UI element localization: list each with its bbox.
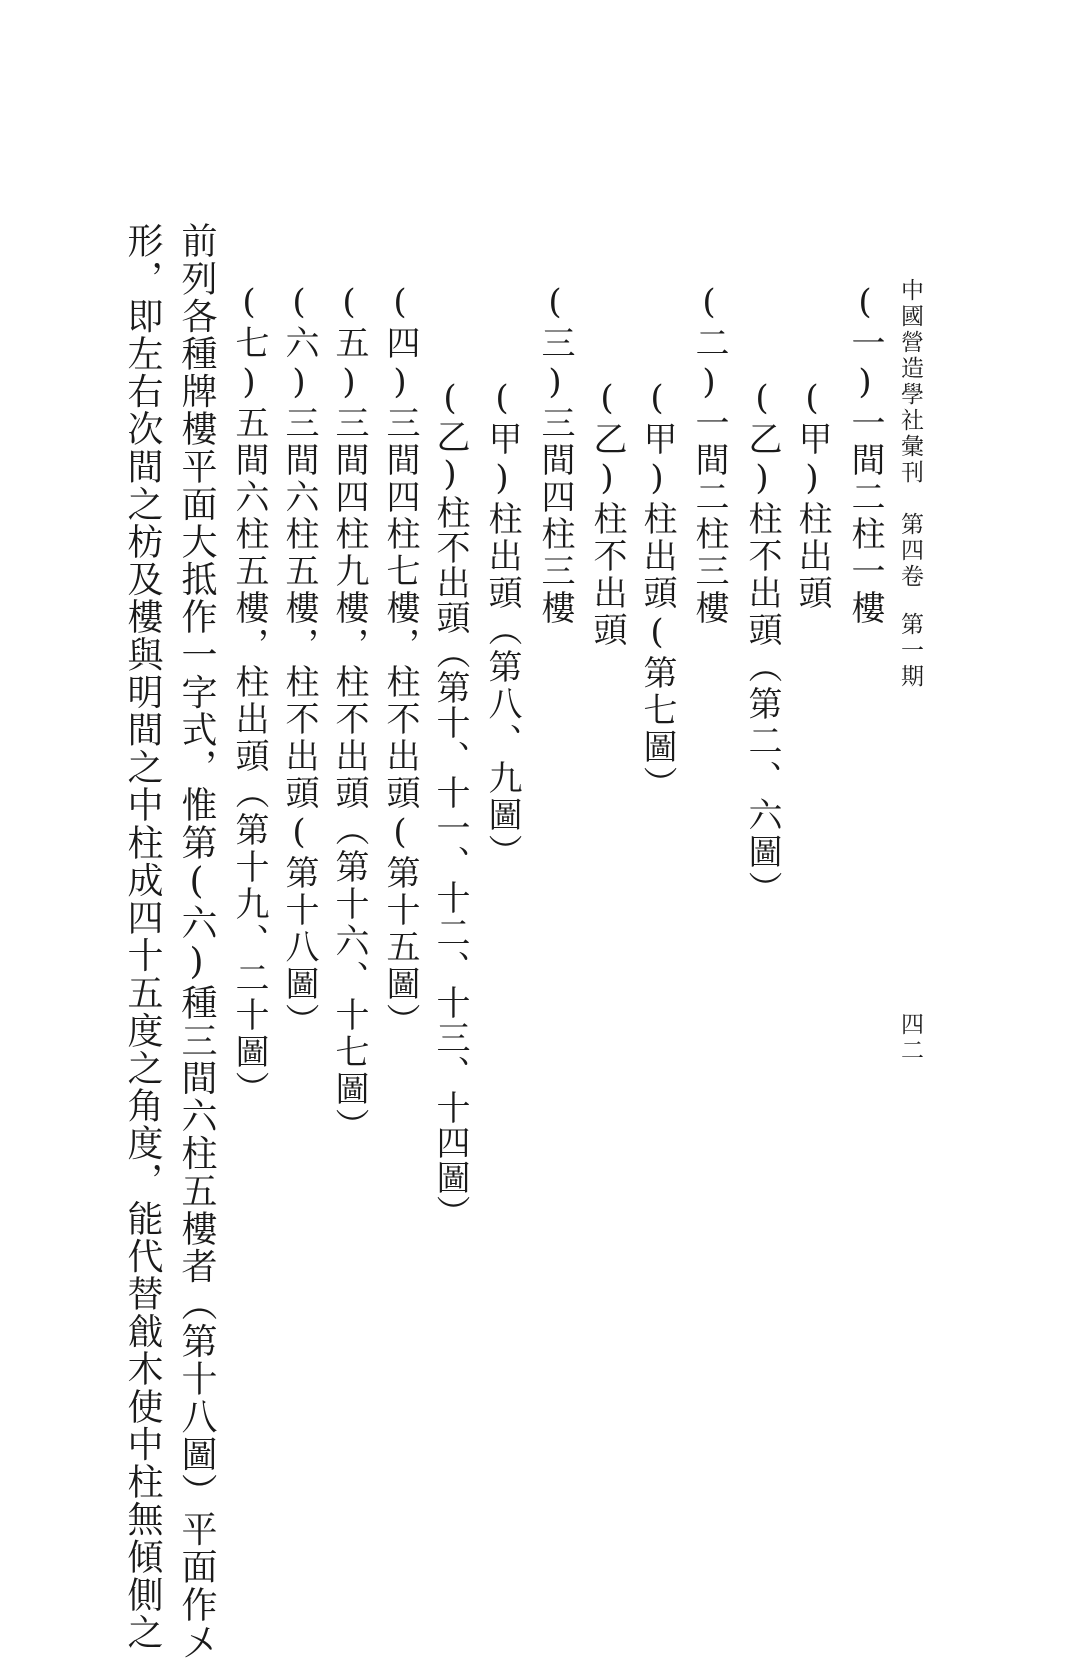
list-item: (七)五間六柱五樓，柱出頭（第十九、二十圖） [229, 282, 269, 1108]
paragraph-line: 前列各種牌樓平面大抵作一字式，惟第(六)種三間六柱五樓者（第十八圖）平面作〤 [176, 222, 217, 1661]
list-item: (五)三間四柱九樓，柱不出頭（第十六、十七圖） [329, 282, 369, 1145]
list-item: (一)一間二柱一樓 [845, 282, 885, 627]
journal-title: 中國營造學社彙刊 [897, 278, 923, 486]
list-item: (六)三間六柱五樓，柱不出頭(第十八圖） [279, 282, 319, 1040]
list-item: (甲)柱出頭（第八、九圖） [482, 378, 522, 871]
running-header [898, 278, 921, 690]
list-item: (乙)柱不出頭 [587, 378, 627, 649]
volume-label: 第四卷 [897, 512, 923, 590]
list-item: (四)三間四柱七樓，柱不出頭(第十五圖） [380, 282, 420, 1040]
issue-label: 第一期 [897, 612, 923, 690]
list-item: (甲)柱出頭(第七圖） [637, 378, 677, 803]
list-item: (乙)柱不出頭（第二、六圖） [742, 378, 782, 908]
list-item: (乙)柱不出頭（第十、十一、十二、十三、十四圖） [430, 378, 470, 1230]
list-item: (三)三間四柱三樓 [535, 282, 575, 627]
paragraph-line: 形，即左右次間之枋及樓與明間之中柱成四十五度之角度，能代替戧木使中柱無傾側之 [122, 222, 163, 1651]
page-number: 四二 [897, 1012, 923, 1064]
list-item: (二)一間二柱三樓 [689, 282, 729, 627]
list-item: (甲)柱出頭 [792, 378, 832, 612]
